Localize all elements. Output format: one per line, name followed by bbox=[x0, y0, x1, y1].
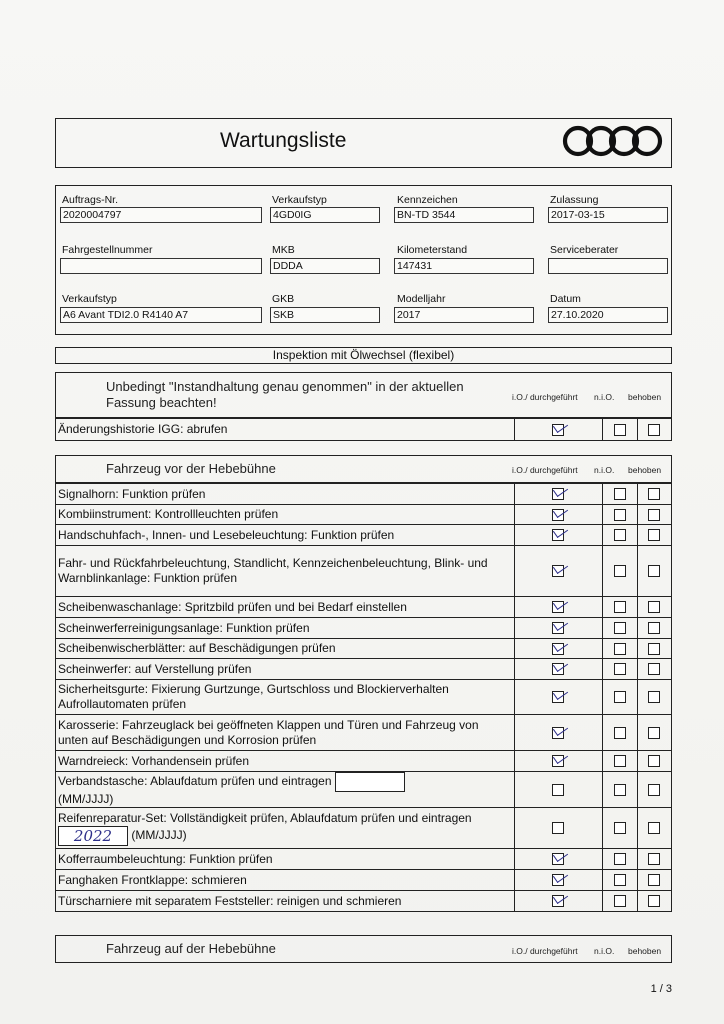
auftrags-nr-field[interactable]: 2020004797 bbox=[60, 207, 262, 223]
done-cell bbox=[514, 659, 603, 680]
fixed-checkbox[interactable] bbox=[648, 565, 660, 577]
done-checkbox[interactable] bbox=[552, 784, 564, 796]
kennzeichen-label: Kennzeichen bbox=[397, 194, 458, 206]
table-row bbox=[56, 751, 672, 772]
auftrags-nr-label: Auftrags-Nr. bbox=[62, 194, 119, 206]
done-checkbox[interactable] bbox=[552, 853, 564, 865]
done-checkbox[interactable] bbox=[552, 622, 564, 634]
col-done-header-3: i.O./ durchgeführt bbox=[512, 946, 578, 956]
gkb-label: GKB bbox=[272, 293, 295, 305]
done-checkbox[interactable] bbox=[552, 601, 564, 613]
table-row bbox=[56, 484, 672, 505]
done-checkbox[interactable] bbox=[552, 488, 564, 500]
page-title: Wartungsliste bbox=[220, 129, 347, 152]
nio-checkbox[interactable] bbox=[614, 727, 626, 739]
done-cell bbox=[514, 891, 603, 912]
task-text: Kofferraumbeleuchtung: Funktion prüfen bbox=[56, 849, 515, 870]
fixed-cell bbox=[637, 597, 671, 618]
fixed-checkbox[interactable] bbox=[648, 895, 660, 907]
fixed-cell bbox=[637, 715, 671, 751]
table-row bbox=[56, 808, 672, 849]
nio-cell bbox=[603, 870, 637, 891]
fixed-cell bbox=[637, 419, 671, 441]
col-nio-header: n.i.O. bbox=[594, 392, 615, 402]
section1-table bbox=[55, 418, 672, 441]
col-fixed-header-2: behoben bbox=[628, 465, 662, 475]
verband-date-input[interactable] bbox=[335, 772, 405, 792]
fixed-cell bbox=[637, 546, 671, 597]
verkaufstyp-code-label: Verkaufstyp bbox=[272, 194, 327, 206]
nio-cell bbox=[603, 639, 637, 659]
fixed-cell bbox=[637, 772, 671, 808]
section1-heading: Unbedingt "Instandhaltung genau genommen" in der aktuellen Fassung beachten! bbox=[106, 379, 464, 410]
reifen-task bbox=[56, 808, 515, 849]
nio-cell bbox=[603, 525, 637, 546]
fixed-checkbox[interactable] bbox=[648, 874, 660, 886]
nio-cell bbox=[603, 772, 637, 808]
done-checkbox[interactable] bbox=[552, 424, 564, 436]
table-row bbox=[56, 772, 672, 808]
nio-checkbox[interactable] bbox=[614, 874, 626, 886]
nio-cell bbox=[603, 505, 637, 525]
done-checkbox[interactable] bbox=[552, 822, 564, 834]
nio-cell bbox=[603, 751, 637, 772]
zulassung-field[interactable]: 2017-03-15 bbox=[548, 207, 668, 223]
fixed-checkbox[interactable] bbox=[648, 622, 660, 634]
nio-checkbox[interactable] bbox=[614, 488, 626, 500]
nio-checkbox[interactable] bbox=[614, 601, 626, 613]
verband-format: (MM/JJJJ) bbox=[58, 792, 114, 806]
nio-checkbox[interactable] bbox=[614, 691, 626, 703]
fixed-cell bbox=[637, 870, 671, 891]
col-nio-header-3: n.i.O. bbox=[594, 946, 615, 956]
done-checkbox[interactable] bbox=[552, 691, 564, 703]
serviceberater-label: Serviceberater bbox=[550, 244, 619, 256]
col-fixed-header: behoben bbox=[628, 392, 662, 402]
fixed-cell bbox=[637, 751, 671, 772]
section2-table bbox=[55, 483, 672, 912]
done-checkbox[interactable] bbox=[552, 643, 564, 655]
task-text: Türscharniere mit separatem Feststeller: reinigen und schmieren bbox=[56, 891, 515, 912]
table-row bbox=[56, 597, 672, 618]
col-nio-header-2: n.i.O. bbox=[594, 465, 615, 475]
section3-heading: Fahrzeug auf der Hebebühne bbox=[106, 941, 276, 956]
nio-checkbox[interactable] bbox=[614, 529, 626, 541]
fixed-cell bbox=[637, 680, 671, 715]
table-row bbox=[56, 680, 672, 715]
done-cell bbox=[514, 715, 603, 751]
nio-checkbox[interactable] bbox=[614, 663, 626, 675]
done-cell bbox=[514, 870, 603, 891]
section2-heading: Fahrzeug vor der Hebebühne bbox=[106, 461, 276, 476]
table-row bbox=[56, 505, 672, 525]
fixed-checkbox[interactable] bbox=[648, 727, 660, 739]
kilometerstand-label: Kilometerstand bbox=[397, 244, 468, 256]
mkb-field[interactable]: DDDA bbox=[270, 258, 380, 274]
fixed-cell bbox=[637, 849, 671, 870]
done-cell bbox=[514, 808, 603, 849]
task-text: Scheibenwaschanlage: Spritzbild prüfen und bei Bedarf einstellen bbox=[56, 597, 515, 618]
task-text: Scheinwerferreinigungsanlage: Funktion prüfen bbox=[56, 618, 515, 639]
fixed-checkbox[interactable] bbox=[648, 663, 660, 675]
fixed-checkbox[interactable] bbox=[648, 822, 660, 834]
table-row bbox=[56, 891, 672, 912]
nio-checkbox[interactable] bbox=[614, 643, 626, 655]
nio-checkbox[interactable] bbox=[614, 424, 626, 436]
done-cell bbox=[514, 618, 603, 639]
done-cell bbox=[514, 772, 603, 808]
fixed-checkbox[interactable] bbox=[648, 691, 660, 703]
fixed-checkbox[interactable] bbox=[648, 643, 660, 655]
task-text: Handschuhfach-, Innen- und Lesebeleuchtung: Funktion prüfen bbox=[56, 525, 515, 546]
nio-checkbox[interactable] bbox=[614, 895, 626, 907]
done-cell bbox=[514, 546, 603, 597]
done-checkbox[interactable] bbox=[552, 755, 564, 767]
page-number: 1 / 3 bbox=[650, 983, 672, 995]
done-cell bbox=[514, 849, 603, 870]
nio-cell bbox=[603, 680, 637, 715]
nio-checkbox[interactable] bbox=[614, 509, 626, 521]
fahrgestellnummer-label: Fahrgestellnummer bbox=[62, 244, 153, 256]
task-text: Scheibenwischerblätter: auf Beschädigungen prüfen bbox=[56, 639, 515, 659]
done-cell bbox=[514, 680, 603, 715]
nio-cell bbox=[603, 849, 637, 870]
modelljahr-label: Modelljahr bbox=[397, 293, 446, 305]
fahrgestellnummer-field[interactable] bbox=[60, 258, 262, 274]
done-checkbox[interactable] bbox=[552, 727, 564, 739]
reifen-date-input[interactable]: 2022 bbox=[58, 826, 128, 846]
gkb-field[interactable]: SKB bbox=[270, 307, 380, 323]
kilometerstand-field[interactable]: 147431 bbox=[394, 258, 534, 274]
fixed-cell bbox=[637, 639, 671, 659]
task-text: Scheinwerfer: auf Verstellung prüfen bbox=[56, 659, 515, 680]
done-checkbox[interactable] bbox=[552, 874, 564, 886]
verkaufstyp-name-field[interactable]: A6 Avant TDI2.0 R4140 A7 bbox=[60, 307, 262, 323]
fixed-checkbox[interactable] bbox=[648, 755, 660, 767]
table-row bbox=[56, 419, 672, 441]
fixed-checkbox[interactable] bbox=[648, 529, 660, 541]
fixed-checkbox[interactable] bbox=[648, 784, 660, 796]
done-checkbox[interactable] bbox=[552, 509, 564, 521]
done-cell bbox=[514, 639, 603, 659]
done-cell bbox=[514, 597, 603, 618]
col-done-header-2: i.O./ durchgeführt bbox=[512, 465, 578, 475]
table-row bbox=[56, 639, 672, 659]
modelljahr-field[interactable]: 2017 bbox=[394, 307, 534, 323]
fixed-cell bbox=[637, 659, 671, 680]
fixed-checkbox[interactable] bbox=[648, 509, 660, 521]
table-row bbox=[56, 618, 672, 639]
fixed-checkbox[interactable] bbox=[648, 853, 660, 865]
nio-checkbox[interactable] bbox=[614, 784, 626, 796]
kennzeichen-field[interactable]: BN-TD 3544 bbox=[394, 207, 534, 223]
table-row bbox=[56, 870, 672, 891]
task-text: Kombiinstrument: Kontrollleuchten prüfen bbox=[56, 505, 515, 525]
done-cell bbox=[514, 484, 603, 505]
fixed-cell bbox=[637, 891, 671, 912]
nio-cell bbox=[603, 891, 637, 912]
datum-label: Datum bbox=[550, 293, 581, 305]
task-text: Karosserie: Fahrzeuglack bei geöffneten Klappen und Türen und Fahrzeug von unten auf Beschädigungen und Korrosion prüfen bbox=[56, 715, 515, 751]
reifen-text: Reifenreparatur-Set: Vollständigkeit prüfen, Ablaufdatum prüfen und eintragen bbox=[58, 810, 472, 825]
nio-cell bbox=[603, 546, 637, 597]
task-text: Fanghaken Frontklappe: schmieren bbox=[56, 870, 515, 891]
table-row bbox=[56, 659, 672, 680]
nio-cell bbox=[603, 715, 637, 751]
nio-cell bbox=[603, 597, 637, 618]
verband-text: Verbandstasche: Ablaufdatum prüfen und eintragen bbox=[58, 774, 335, 789]
nio-cell bbox=[603, 618, 637, 639]
done-cell bbox=[514, 525, 603, 546]
nio-cell bbox=[603, 659, 637, 680]
table-row bbox=[56, 715, 672, 751]
col-done-header: i.O./ durchgeführt bbox=[512, 392, 578, 402]
nio-checkbox[interactable] bbox=[614, 822, 626, 834]
done-checkbox[interactable] bbox=[552, 565, 564, 577]
done-cell bbox=[514, 751, 603, 772]
fixed-checkbox[interactable] bbox=[648, 424, 660, 436]
done-checkbox[interactable] bbox=[552, 663, 564, 675]
nio-checkbox[interactable] bbox=[614, 755, 626, 767]
done-cell bbox=[514, 505, 603, 525]
table-row bbox=[56, 849, 672, 870]
nio-checkbox[interactable] bbox=[614, 622, 626, 634]
nio-cell bbox=[603, 484, 637, 505]
table-row bbox=[56, 525, 672, 546]
task-text: Änderungshistorie IGG: abrufen bbox=[56, 419, 515, 441]
task-text: Signalhorn: Funktion prüfen bbox=[56, 484, 515, 505]
task-text: Sicherheitsgurte: Fixierung Gurtzunge, Gurtschloss und Blockierverhalten Aufrollautomaten prüfen bbox=[56, 680, 515, 715]
done-cell bbox=[514, 419, 603, 441]
verkaufstyp-name-label: Verkaufstyp bbox=[62, 293, 117, 305]
nio-checkbox[interactable] bbox=[614, 565, 626, 577]
fixed-cell bbox=[637, 525, 671, 546]
fixed-checkbox[interactable] bbox=[648, 601, 660, 613]
nio-cell bbox=[603, 419, 637, 441]
fixed-checkbox[interactable] bbox=[648, 488, 660, 500]
fixed-cell bbox=[637, 505, 671, 525]
serviceberater-field[interactable] bbox=[548, 258, 668, 274]
fixed-cell bbox=[637, 808, 671, 849]
nio-cell bbox=[603, 808, 637, 849]
verband-task bbox=[56, 772, 515, 808]
zulassung-label: Zulassung bbox=[550, 194, 599, 206]
reifen-format: (MM/JJJJ) bbox=[128, 827, 187, 842]
datum-field[interactable]: 27.10.2020 bbox=[548, 307, 668, 323]
fixed-cell bbox=[637, 618, 671, 639]
table-row bbox=[56, 546, 672, 597]
nio-checkbox[interactable] bbox=[614, 853, 626, 865]
done-checkbox[interactable] bbox=[552, 895, 564, 907]
col-fixed-header-3: behoben bbox=[628, 946, 662, 956]
task-text: Warndreieck: Vorhandensein prüfen bbox=[56, 751, 515, 772]
fixed-cell bbox=[637, 484, 671, 505]
inspection-banner: Inspektion mit Ölwechsel (flexibel) bbox=[55, 347, 672, 364]
mkb-label: MKB bbox=[272, 244, 295, 256]
verkaufstyp-code-field[interactable]: 4GD0IG bbox=[270, 207, 380, 223]
done-checkbox[interactable] bbox=[552, 529, 564, 541]
task-text: Fahr- und Rückfahrbeleuchtung, Standlicht, Kennzeichenbeleuchtung, Blink- und Warnblinkanlage: Funktion prüfen bbox=[56, 546, 515, 597]
four-rings-logo bbox=[562, 125, 664, 157]
